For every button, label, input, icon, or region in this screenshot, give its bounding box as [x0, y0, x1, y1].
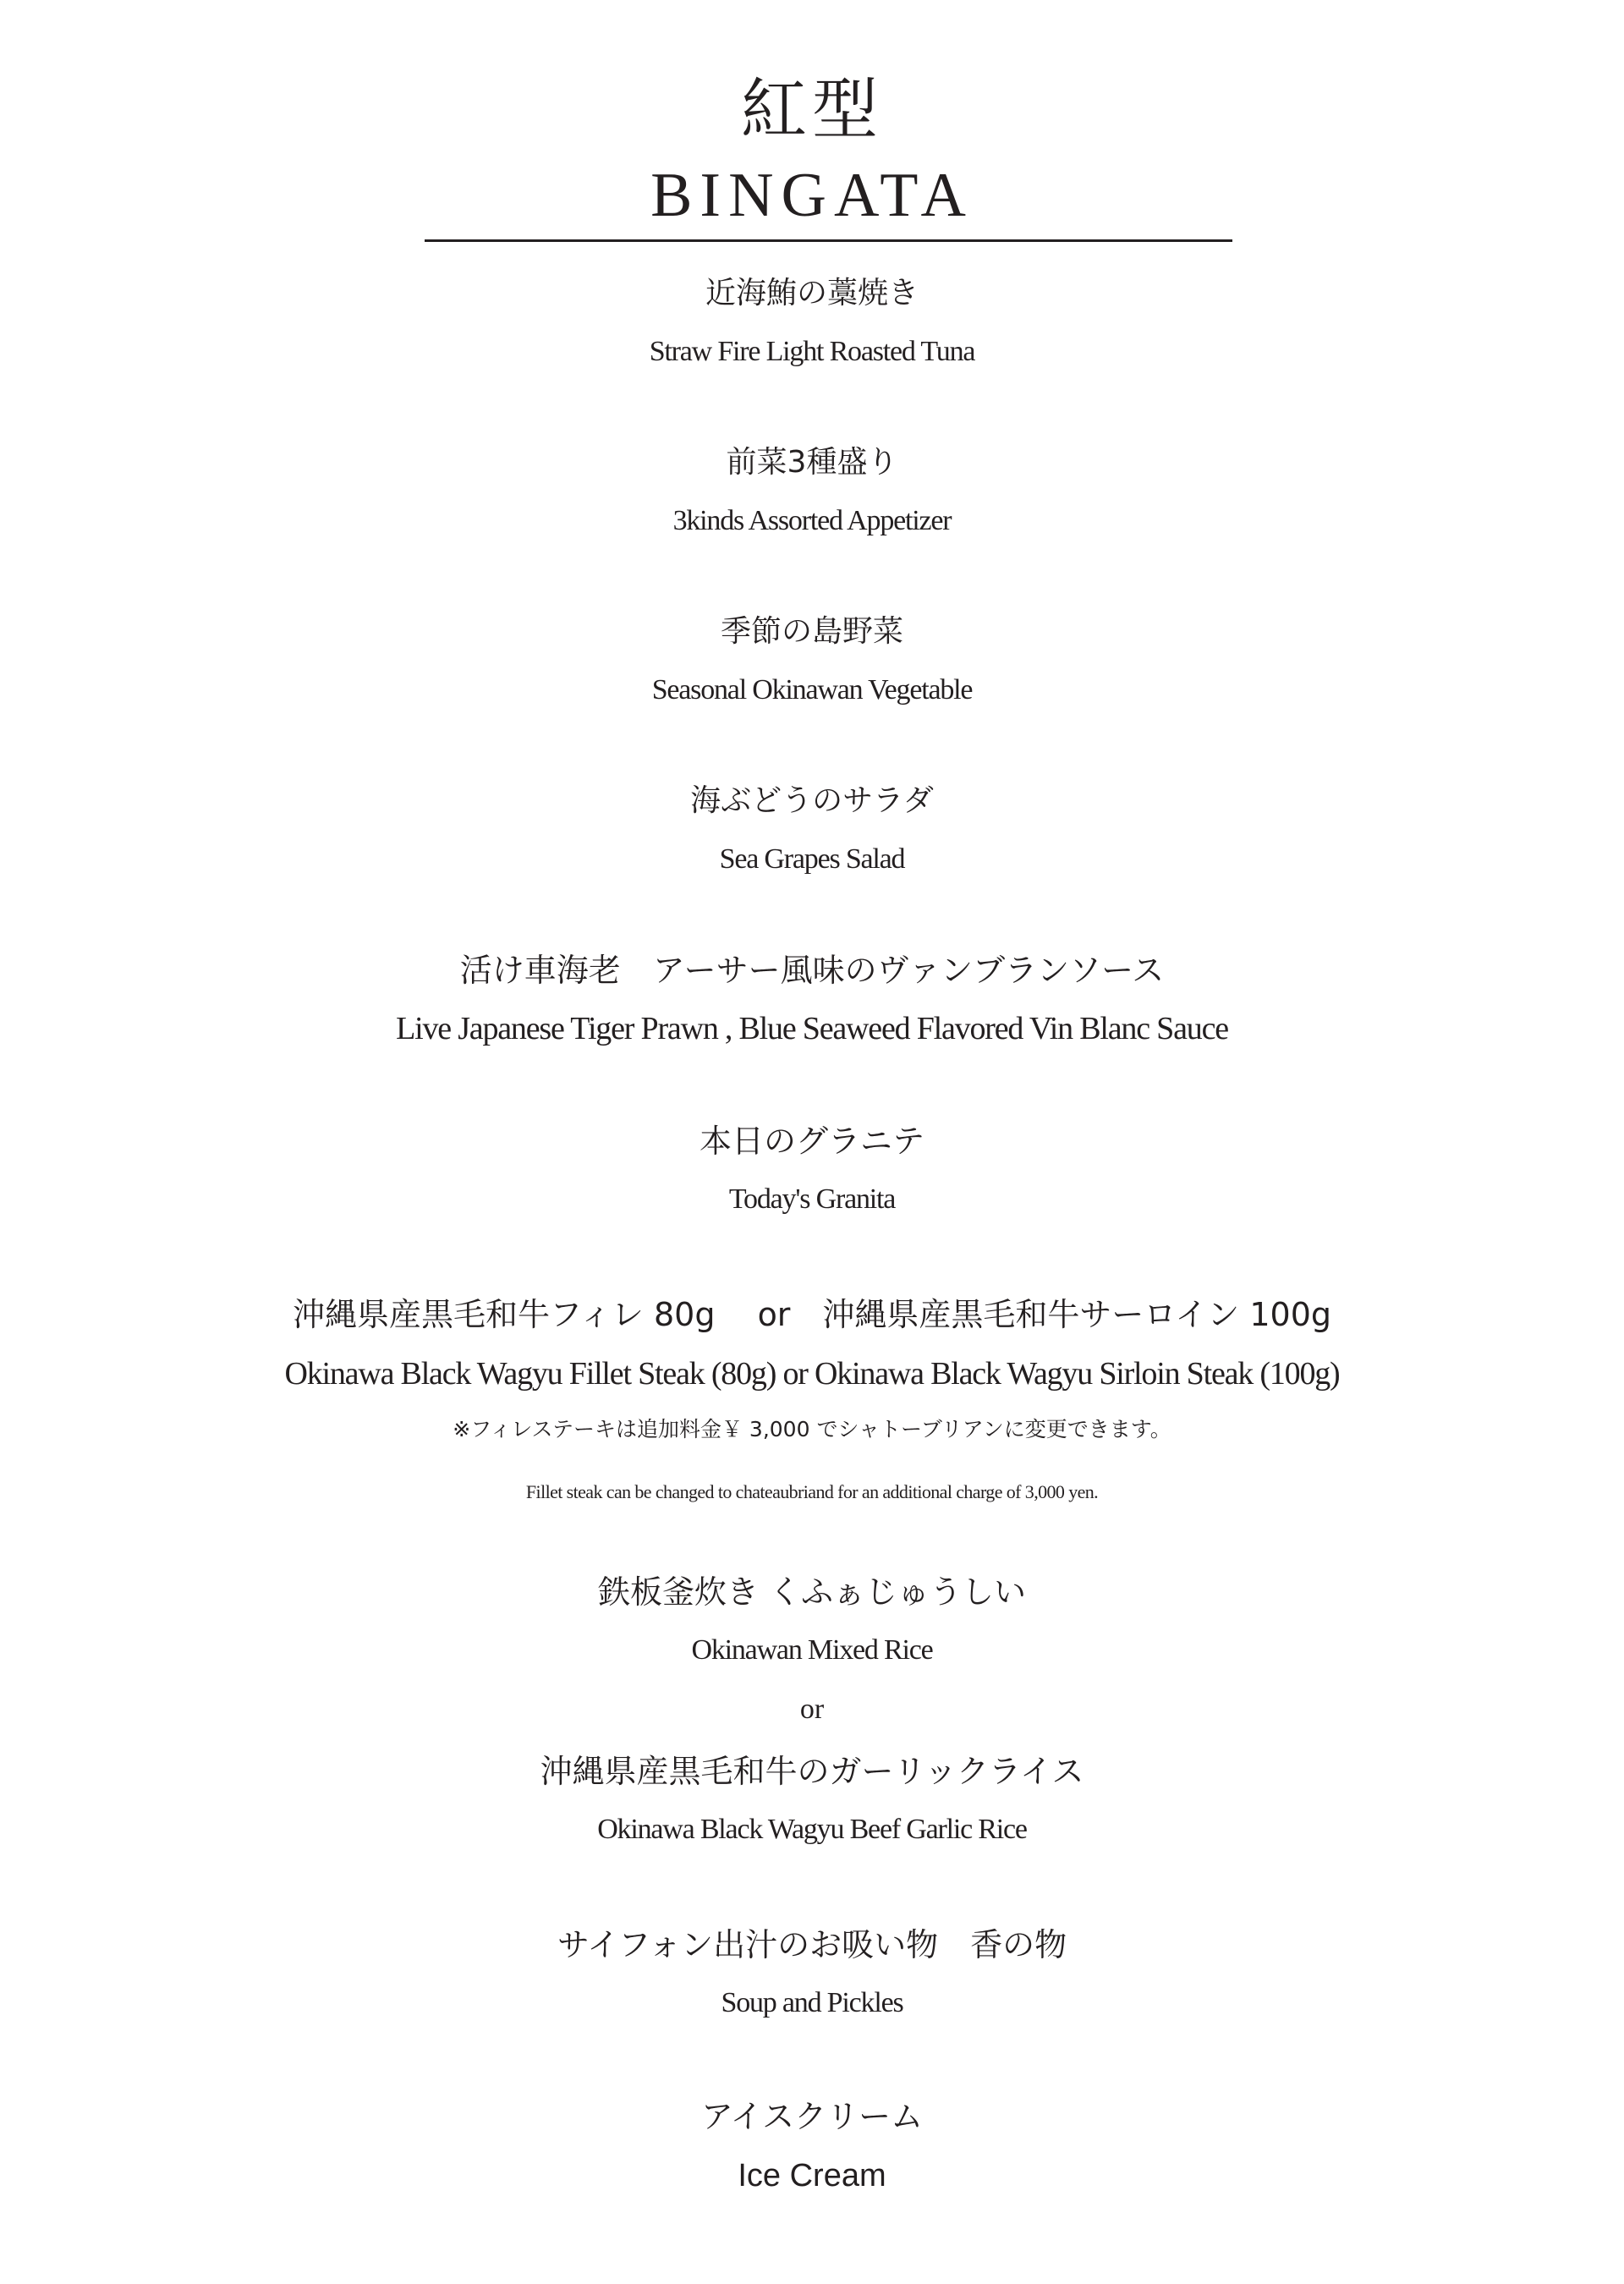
course-9-english: Soup and Pickles — [721, 1987, 903, 2018]
course-8-or: or — [799, 1694, 825, 1725]
course-4-english: Sea Grapes Salad — [719, 843, 905, 875]
course-9-japanese: サイフォン出汁のお吸い物 香の物 — [557, 1926, 1067, 1963]
course-2-english: 3kinds Assorted Appetizer — [672, 505, 952, 536]
course-3-japanese: 季節の島野菜 — [720, 614, 903, 649]
course-7-english: Okinawa Black Wagyu Fillet Steak (80g) or Okinawa Black Wagyu Sirloin Steak (100g) — [284, 1356, 1340, 1392]
menu-title-english: BINGATA — [650, 161, 974, 230]
course-6-english: Today's Granita — [728, 1183, 896, 1215]
course-7-japanese: 沖縄県産黒毛和牛フィレ 80g or 沖縄県産黒毛和牛サーロイン 100g — [292, 1296, 1332, 1333]
course-1-english: Straw Fire Light Roasted Tuna — [649, 336, 975, 367]
course-7-note-japanese: ※フィレステーキは追加料金￥ 3,000 でシャトーブリアンに変更できます。 — [453, 1417, 1171, 1441]
title-divider — [425, 239, 1232, 242]
course-1-japanese: 近海鮪の藁焼き — [705, 276, 919, 310]
course-10-english: Ice Cream — [738, 2158, 886, 2193]
course-3-english: Seasonal Okinawan Vegetable — [651, 674, 973, 706]
course-8-alt-japanese: 沖縄県産黒毛和牛のガーリックライス — [540, 1753, 1084, 1790]
course-8-english: Okinawan Mixed Rice — [691, 1634, 933, 1666]
course-2-japanese: 前菜3種盛り — [726, 445, 898, 480]
course-8-japanese: 鉄板釜炊き くふぁじゅうしい — [597, 1573, 1027, 1611]
course-5-japanese: 活け車海老 アーサー風味のヴァンブランソース — [459, 952, 1165, 989]
course-6-japanese: 本日のグラニテ — [699, 1123, 924, 1160]
course-10-japanese: アイスクリーム — [700, 2098, 924, 2135]
menu-title-japanese: 紅型 — [740, 72, 883, 148]
course-5-english: Live Japanese Tiger Prawn , Blue Seaweed Flavored Vin Blanc Sauce — [396, 1011, 1228, 1046]
course-4-japanese: 海ぶどうのサラダ — [690, 783, 934, 818]
course-7-note-english: Fillet steak can be changed to chateaubriand for an additional charge of 3,000 yen. — [525, 1481, 1099, 1502]
course-8-alt-english: Okinawa Black Wagyu Beef Garlic Rice — [597, 1814, 1027, 1845]
